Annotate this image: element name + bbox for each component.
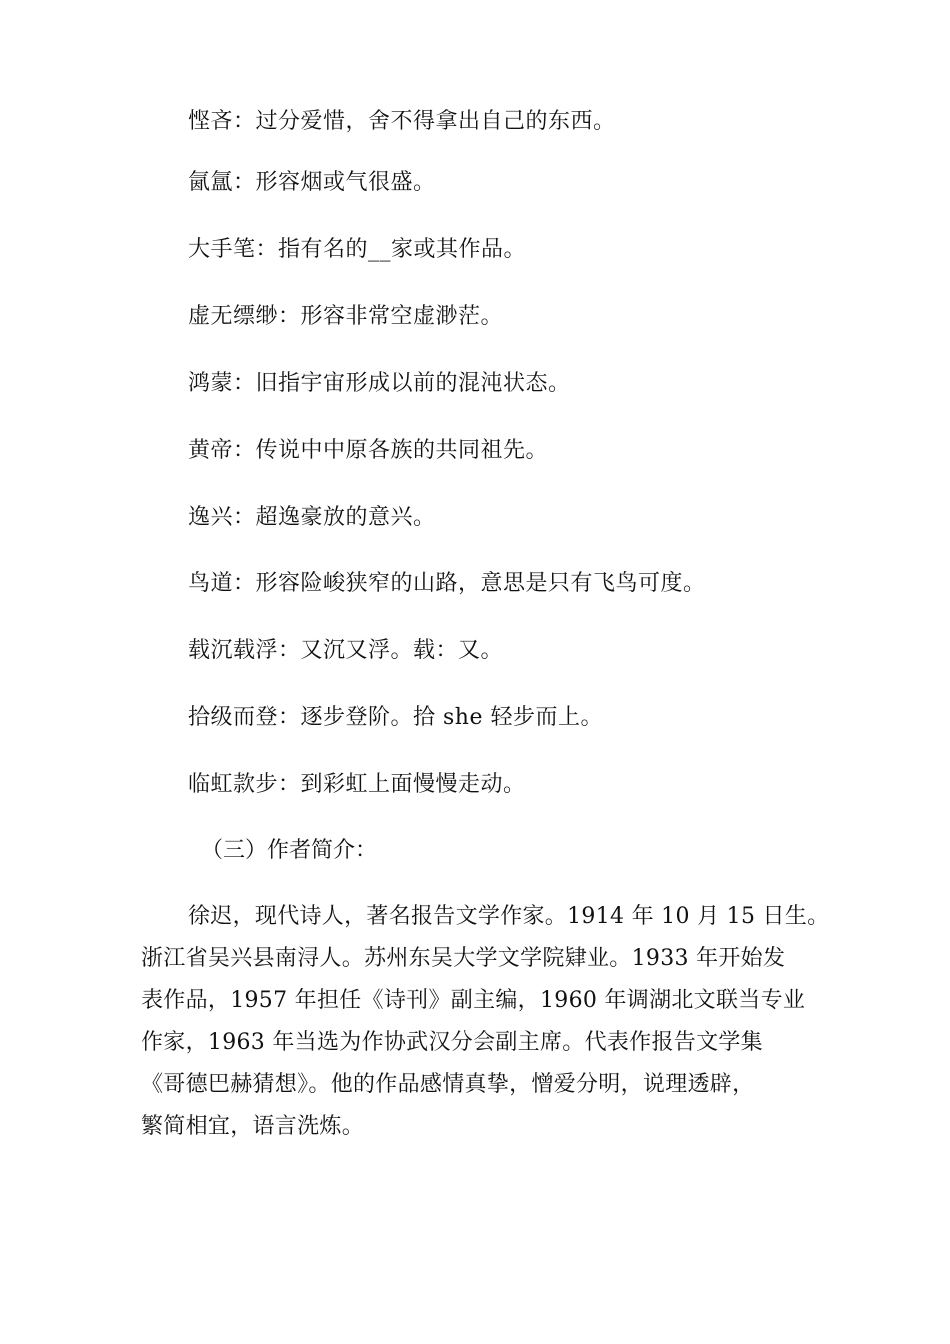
section-heading-author: （三）作者简介： (201, 838, 378, 863)
glossary-entry-hongmeng: 鸿蒙：旧指宇宙形成以前的混沌状态。 (188, 371, 571, 396)
author-intro-line: 徐迟，现代诗人，著名报告文学作家。1914 年 10 月 15 日生。 (188, 904, 830, 929)
glossary-entry-yinyun: 氤氲：形容烟或气很盛。 (188, 170, 436, 195)
glossary-entry-yixing: 逸兴：超逸豪放的意兴。 (188, 505, 436, 530)
glossary-entry-niaodao: 鸟道：形容险峻狭窄的山路，意思是只有飞鸟可度。 (188, 571, 706, 596)
glossary-entry-huangdi: 黄帝：传说中中原各族的共同祖先。 (188, 438, 549, 463)
author-intro-line: 表作品，1957 年担任《诗刊》副主编，1960 年调湖北文联当专业 (141, 988, 806, 1013)
glossary-entry-dashoubi: 大手笔：指有名的__家或其作品。 (188, 237, 527, 262)
author-intro-line: 繁简相宜，语言洗炼。 (141, 1114, 365, 1139)
glossary-entry-shijierdeng: 拾级而登：逐步登阶。拾 she 轻步而上。 (188, 705, 603, 730)
glossary-entry-qianlin: 悭吝：过分爱惜，舍不得拿出自己的东西。 (188, 109, 616, 134)
author-intro-paragraph (141, 896, 830, 1148)
glossary-entry-linhongkuanbu: 临虹款步：到彩虹上面慢慢走动。 (188, 772, 526, 797)
author-intro-line: 《哥德巴赫猜想》。他的作品感情真挚，憎爱分明，说理透辟， (141, 1072, 755, 1097)
author-intro-line: 作家，1963 年当选为作协武汉分会副主席。代表作报告文学集 (141, 1030, 763, 1055)
glossary-entry-zaichenzaifu: 载沉载浮：又沉又浮。载：又。 (188, 638, 504, 663)
author-intro-line: 浙江省吴兴县南浔人。苏州东吴大学文学院肄业。1933 年开始发 (141, 946, 786, 971)
glossary-entry-xuwupiaomiao: 虚无缥缈：形容非常空虚渺茫。 (188, 304, 504, 329)
